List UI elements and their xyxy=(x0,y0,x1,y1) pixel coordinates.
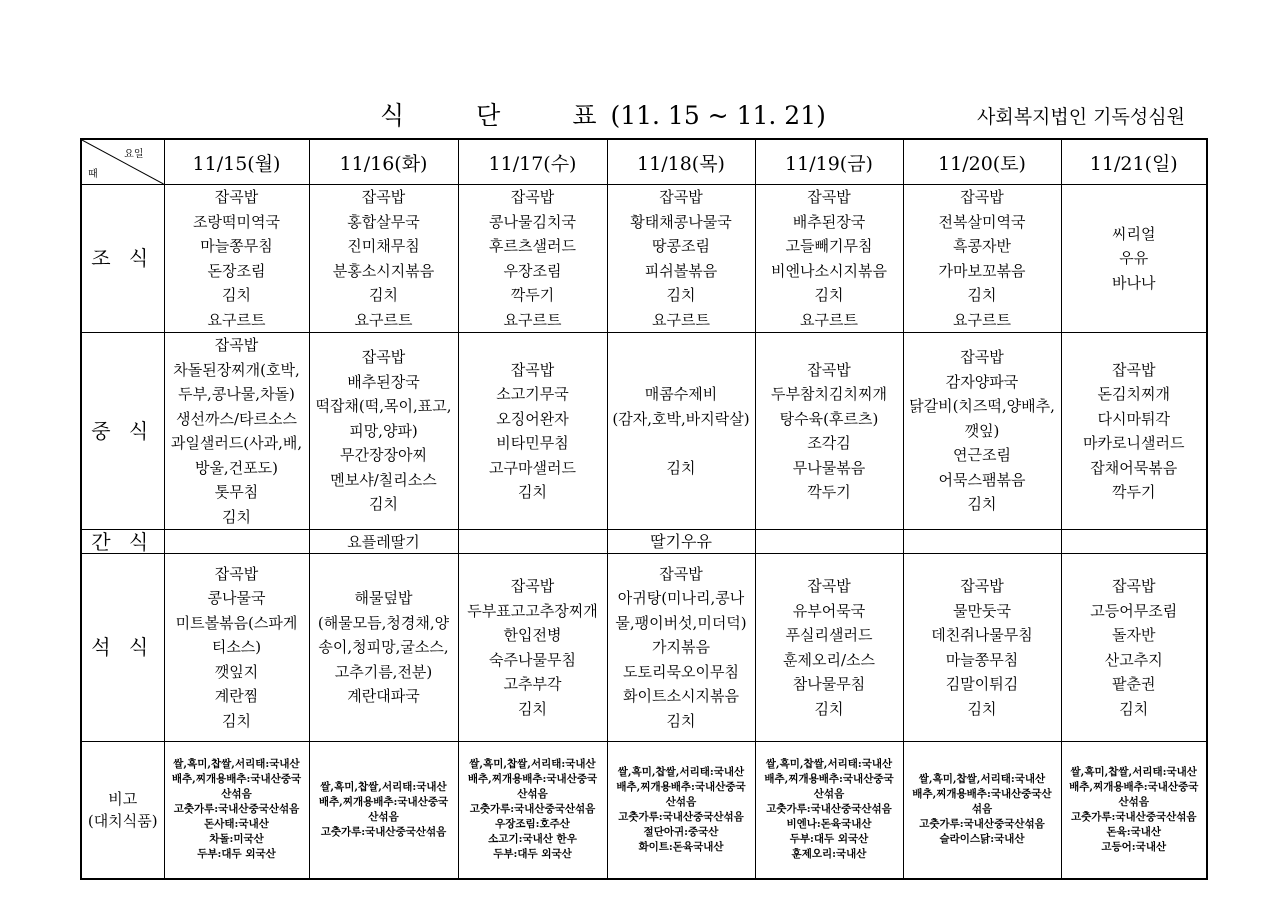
menu-line: 팥춘권 xyxy=(1112,675,1156,693)
menu-line: 잡곡밥 xyxy=(214,564,259,583)
menu-line: 가마보꼬볶음 xyxy=(938,261,1026,280)
menu-line: 깍두기 xyxy=(510,286,555,304)
menu-line: 도토리묵오이무침 xyxy=(623,662,739,681)
title-char: 단 xyxy=(476,101,501,130)
menu-line: 무나물볶음 xyxy=(792,458,866,477)
snack-cell xyxy=(755,530,903,554)
menu-line: 가지볶음 xyxy=(652,638,710,657)
menu-line: 감자양파국 xyxy=(945,372,1019,391)
menu-line: 요구르트 xyxy=(207,310,266,329)
day-header: 11/17(수) xyxy=(458,139,607,185)
menu-line: 마늘쫑무침 xyxy=(200,237,273,255)
menu-line: 마카로니샐러드 xyxy=(1083,434,1185,452)
menu-line: 비엔나:돈육국내산 xyxy=(786,818,872,831)
menu-line: 닭갈비(치즈떡,양배추, xyxy=(909,397,1055,416)
menu-line: 비엔나소시지볶음 xyxy=(771,261,887,280)
menu-line: 콩나물국 xyxy=(207,589,266,608)
menu-line: 쌀,흑미,찹쌀,서리태:국내산 xyxy=(173,758,300,771)
menu-line: 쌀,흑미,찹쌀,서리태:국내산 xyxy=(765,758,893,771)
dinner-row xyxy=(81,554,1207,742)
menu-line: 깍두기 xyxy=(807,483,851,501)
menu-line: 분홍소시지볶음 xyxy=(332,261,435,280)
menu-line: 깻잎지 xyxy=(214,662,259,681)
menu-line: 쌀,흑미,찹쌀,서리태:국내산 xyxy=(617,765,745,778)
menu-line: 고들빼기무침 xyxy=(785,237,873,255)
menu-line: 탕수육(후르츠) xyxy=(779,409,879,428)
menu-line: 잡곡밥 xyxy=(214,188,259,206)
menu-line: 참나물무침 xyxy=(792,675,866,693)
menu-line: 쌀,흑미,찹쌀,서리태:국내산 xyxy=(469,758,596,771)
dinner-label: 석 식 xyxy=(81,554,164,742)
menu-line: 산섞음 xyxy=(1118,795,1149,808)
menu-line: 훈제오리:국내산 xyxy=(791,848,867,861)
corner-cell xyxy=(81,139,164,185)
menu-line xyxy=(608,431,755,456)
menu-line: 푸실리샐러드 xyxy=(785,626,873,644)
menu-line: 절단아귀:중국산 xyxy=(643,825,719,838)
menu-line: 김치 xyxy=(814,286,844,304)
menu-line: 잡채어묵볶음 xyxy=(1090,458,1178,477)
menu-line: 잡곡밥 xyxy=(807,188,851,206)
meal-cell xyxy=(309,554,458,742)
menu-line: 돈장조림 xyxy=(207,261,266,280)
menu-line: 화이트:돈육국내산 xyxy=(638,840,724,853)
menu-line: 숙주나물무침 xyxy=(489,650,576,669)
menu-line: 김치 xyxy=(666,458,696,477)
meal-cell xyxy=(607,333,755,530)
menu-line: 김치 xyxy=(967,699,997,718)
corner-meal-label: 때 xyxy=(88,169,98,180)
lunch-label: 중 식 xyxy=(81,333,164,530)
menu-line: 계란대파국 xyxy=(347,687,420,706)
menu-line: 잡곡밥 xyxy=(1112,360,1156,379)
menu-line: 돈김치찌개 xyxy=(1097,385,1170,403)
menu-line: 김치 xyxy=(369,495,398,514)
menu-line: 물만둣국 xyxy=(953,601,1011,620)
menu-line: 요구르트 xyxy=(354,310,413,329)
menu-line: 배추,찌개용배추:국내산중국산 xyxy=(912,788,1052,801)
origin-note-cell xyxy=(1061,742,1207,879)
menu-line: 김치 xyxy=(518,699,547,718)
menu-line: 멘보샤/칠리소스 xyxy=(330,470,437,489)
menu-line: 쌀,흑미,찹쌀,서리태:국내산 xyxy=(918,773,1046,786)
page-title xyxy=(380,96,826,132)
day-header: 11/18(목) xyxy=(607,139,755,185)
menu-line: 슬라이스닭:국내산 xyxy=(939,833,1025,846)
meal-cell xyxy=(903,185,1061,333)
menu-line: 잡곡밥 xyxy=(1112,577,1156,595)
menu-line: 티소스) xyxy=(211,638,262,657)
menu-line: 고등어무조림 xyxy=(1090,601,1178,620)
menu-line: 계란찜 xyxy=(214,687,259,706)
menu-line: 잡곡밥 xyxy=(361,188,406,206)
menu-line: 우유 xyxy=(1119,249,1149,268)
menu-line: 유부어묵국 xyxy=(792,601,866,620)
meal-cell xyxy=(1061,554,1207,742)
meal-cell xyxy=(755,554,903,742)
menu-line: 오징어완자 xyxy=(496,409,569,428)
menu-line: 김치 xyxy=(222,507,251,526)
meal-cell xyxy=(458,554,607,742)
menu-line: 배추,찌개용배추:국내산중국 xyxy=(616,780,746,793)
snack-cell xyxy=(903,530,1061,554)
notes-label xyxy=(81,742,164,879)
menu-line: 두부:대두 외국산 xyxy=(493,848,572,861)
menu-line: 배추된장국 xyxy=(347,372,420,391)
menu-line: 데친쥐나물무침 xyxy=(931,626,1033,644)
menu-line: 돈육:국내산 xyxy=(1106,825,1162,838)
menu-line: 고춧가루:국내산중국산섞음 xyxy=(766,803,892,816)
menu-line: 쌀,흑미,찹쌀,서리태:국내산 xyxy=(1070,765,1197,778)
menu-line: 고춧가루:국내산중국산섞음 xyxy=(173,803,300,816)
meal-cell xyxy=(755,185,903,333)
breakfast-label: 조 식 xyxy=(81,185,164,333)
menu-line: 잡곡밥 xyxy=(960,188,1004,206)
menu-line: 산섞음 xyxy=(517,788,548,801)
menu-line: 잡곡밥 xyxy=(510,188,555,206)
notes-row xyxy=(81,742,1207,879)
origin-note-cell xyxy=(607,742,755,879)
menu-line: 미트볼볶음(스파게 xyxy=(175,613,298,632)
menu-line: (해물모듬,청경채,양 xyxy=(317,613,450,632)
menu-line: 다시마튀각 xyxy=(1097,409,1170,428)
menu-line: 김말이튀김 xyxy=(945,675,1019,693)
menu-line: 생선까스/타르소스 xyxy=(176,409,297,428)
menu-line: 깍두기 xyxy=(1112,483,1156,501)
menu-line: 김치 xyxy=(1119,699,1149,718)
meal-cell xyxy=(1061,185,1207,333)
notes-label-line: 비고 xyxy=(108,789,138,808)
menu-line: 깻잎) xyxy=(964,421,1000,440)
lunch-row xyxy=(81,333,1207,530)
snack-cell xyxy=(1061,530,1207,554)
day-header: 11/16(화) xyxy=(309,139,458,185)
notes-label-line: (대치식품) xyxy=(87,811,158,830)
corner-day-label: 요일 xyxy=(124,149,144,160)
title-char: 표 xyxy=(572,101,597,130)
day-header: 11/20(토) xyxy=(903,139,1061,185)
menu-line: 쌀,흑미,찹쌀,서리태:국내산 xyxy=(320,780,447,793)
menu-line: 피망,양파) xyxy=(349,421,418,440)
menu-line: 소고기:국내산 한우 xyxy=(488,833,577,846)
menu-line: 산섞음 xyxy=(368,810,399,823)
menu-line: 씨리얼 xyxy=(1112,224,1156,243)
header-row xyxy=(81,139,1207,185)
menu-line: 김치 xyxy=(967,495,997,514)
menu-line: 산고추지 xyxy=(1104,650,1163,669)
meal-cell xyxy=(903,554,1061,742)
date-range: (11. 15 ~ 11. 21) xyxy=(610,101,826,130)
menu-line: 잡곡밥 xyxy=(214,336,259,354)
menu-line: 김치 xyxy=(666,711,696,730)
snack-cell: 딸기우유 xyxy=(607,530,755,554)
menu-line: 배추,찌개용배추:국내산중국 xyxy=(467,773,598,786)
menu-line: 콩나물김치국 xyxy=(489,212,576,231)
menu-line: 고구마샐러드 xyxy=(489,458,576,477)
menu-line: 요구르트 xyxy=(503,310,562,329)
menu-line: 매콤수제비 xyxy=(644,385,718,403)
menu-line: (감자,호박,바지락살) xyxy=(612,409,750,428)
meal-cell xyxy=(458,185,607,333)
snack-row xyxy=(81,530,1207,554)
menu-line: 잡곡밥 xyxy=(960,577,1004,595)
menu-line: 고등어:국내산 xyxy=(1101,840,1167,853)
menu-line: 요구르트 xyxy=(652,310,710,329)
meal-cell xyxy=(309,185,458,333)
menu-line: 고추부각 xyxy=(503,675,562,693)
menu-line: 산섞음 xyxy=(221,788,252,801)
breakfast-row xyxy=(81,185,1207,333)
menu-line: 바나나 xyxy=(1112,273,1156,292)
snack-cell xyxy=(164,530,309,554)
meal-cell xyxy=(903,333,1061,530)
menu-line: 우장조림:호주산 xyxy=(495,818,570,831)
menu-line: 고춧가루:국내산중국산섞음 xyxy=(1070,810,1197,823)
menu-line: 두부참치김치찌개 xyxy=(771,385,887,403)
menu-line: 과일샐러드(사과,배, xyxy=(170,434,303,452)
menu-line: 배추,찌개용배추:국내산중국 xyxy=(764,773,894,786)
menu-line: 잡곡밥 xyxy=(510,360,555,379)
meal-cell xyxy=(164,185,309,333)
menu-line: 김치 xyxy=(967,286,997,304)
menu-line: 연근조림 xyxy=(953,446,1011,465)
menu-line: 잡곡밥 xyxy=(807,577,851,595)
menu-line: 우장조림 xyxy=(503,261,562,280)
menu-line: 김치 xyxy=(814,699,844,718)
menu-line: 마늘쫑무침 xyxy=(945,650,1019,669)
menu-line: 잡곡밥 xyxy=(807,360,851,379)
menu-line: 요구르트 xyxy=(953,310,1011,329)
menu-line: 산섞음 xyxy=(665,795,697,808)
menu-line: 홍합살무국 xyxy=(347,212,420,231)
menu-line: 차돌:미국산 xyxy=(209,833,264,846)
menu-line: 김치 xyxy=(222,286,251,304)
day-header: 11/19(금) xyxy=(755,139,903,185)
menu-line: 김치 xyxy=(369,286,398,304)
menu-line: 배추,찌개용배추:국내산중국 xyxy=(171,773,302,786)
meal-cell xyxy=(755,333,903,530)
meal-cell xyxy=(607,554,755,742)
menu-line: 산섞음 xyxy=(813,788,845,801)
menu-line: 김치 xyxy=(518,483,547,501)
menu-line: 두부:대두 외국산 xyxy=(789,833,869,846)
menu-line: 배추된장국 xyxy=(792,212,866,231)
menu-line: 전복살미역국 xyxy=(938,212,1026,231)
menu-line: 어묵스팸볶음 xyxy=(938,470,1026,489)
origin-note-cell xyxy=(309,742,458,879)
meal-cell xyxy=(607,185,755,333)
menu-line: 고춧가루:국내산중국산섞음 xyxy=(618,810,744,823)
menu-line: 배추,찌개용배추:국내산중국 xyxy=(318,795,449,808)
meal-cell xyxy=(309,333,458,530)
menu-line: 방울,건포도) xyxy=(194,458,279,477)
menu-line: 요구르트 xyxy=(800,310,858,329)
menu-line: 두부:대두 외국산 xyxy=(197,848,276,861)
snack-cell: 요플레딸기 xyxy=(309,530,458,554)
menu-line: 잡곡밥 xyxy=(510,577,555,595)
menu-line: 김치 xyxy=(222,711,251,730)
meal-cell xyxy=(1061,333,1207,530)
menu-line: 흑콩자반 xyxy=(953,237,1011,255)
menu-line: 해물덮밥 xyxy=(354,589,413,608)
menu-line: 고춧가루:국내산중국산섞음 xyxy=(320,825,447,838)
day-header: 11/15(월) xyxy=(164,139,309,185)
menu-line: 잡곡밥 xyxy=(960,348,1004,367)
title-char: 식 xyxy=(380,101,405,130)
menu-line: 고추기름,전분) xyxy=(334,662,433,681)
menu-line: 김치 xyxy=(666,286,696,304)
menu-line: 잡곡밥 xyxy=(659,564,703,583)
menu-line: 땅콩조림 xyxy=(652,237,710,255)
meal-cell xyxy=(164,554,309,742)
origin-note-cell xyxy=(164,742,309,879)
menu-line: 두부표고고추장찌개 xyxy=(467,601,598,620)
organization-name: 사회복지법인 기독성심원 xyxy=(977,106,1185,128)
menu-line: 배추,찌개용배추:국내산중국 xyxy=(1069,780,1199,793)
menu-line: 잡곡밥 xyxy=(659,188,703,206)
origin-note-cell xyxy=(903,742,1061,879)
menu-line: 한입전병 xyxy=(503,626,562,644)
menu-line: 떡잡채(떡,목이,표고, xyxy=(315,397,452,416)
meal-cell xyxy=(458,333,607,530)
snack-label: 간 식 xyxy=(81,530,164,554)
day-header: 11/21(일) xyxy=(1061,139,1207,185)
menu-line: 화이트소시지볶음 xyxy=(623,687,739,706)
menu-line: 조각김 xyxy=(807,434,851,452)
origin-note-cell xyxy=(755,742,903,879)
menu-line: 차돌된장찌개(호박, xyxy=(173,360,300,379)
menu-line: 아귀탕(미나리,콩나 xyxy=(617,589,745,608)
menu-line: 섞음 xyxy=(971,803,993,816)
menu-line: 비타민무침 xyxy=(496,434,569,452)
menu-line: 고춧가루:국내산중국산섞음 xyxy=(919,818,1045,831)
menu-line: 피쉬볼볶음 xyxy=(644,261,718,280)
menu-line: 물,팽이버섯,미더덕) xyxy=(615,613,747,632)
menu-line: 송이,청피망,굴소스, xyxy=(318,638,449,657)
meal-cell xyxy=(164,333,309,530)
menu-line: 돌자반 xyxy=(1112,626,1156,644)
menu-line: 톳무침 xyxy=(214,483,259,501)
menu-line: 조랑떡미역국 xyxy=(193,212,280,231)
menu-line: 황태채콩나물국 xyxy=(630,212,732,231)
snack-cell xyxy=(458,530,607,554)
menu-table xyxy=(80,138,1208,880)
origin-note-cell xyxy=(458,742,607,879)
menu-line: 후르츠샐러드 xyxy=(489,237,576,255)
menu-line: 고춧가루:국내산중국산섞음 xyxy=(469,803,596,816)
menu-line: 돈사태:국내산 xyxy=(204,818,269,831)
menu-line: 두부,콩나물,차돌) xyxy=(178,385,295,403)
menu-line: 진미채무침 xyxy=(347,237,420,255)
menu-line: 무간장장아찌 xyxy=(340,446,427,465)
menu-line: 훈제오리/소스 xyxy=(783,650,875,669)
menu-line: 소고기무국 xyxy=(496,385,569,403)
menu-line: 잡곡밥 xyxy=(361,348,406,367)
